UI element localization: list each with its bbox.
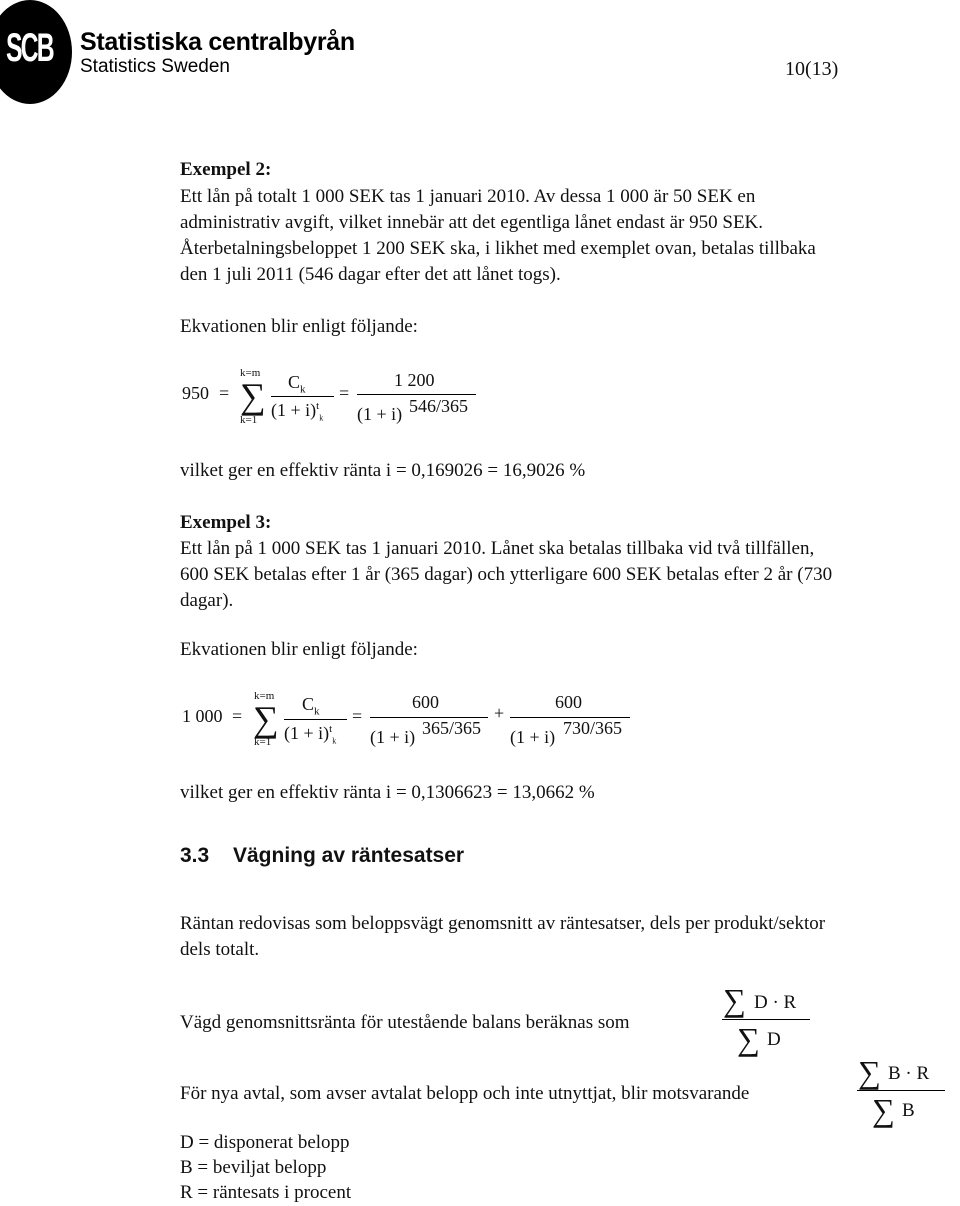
eq1-equals-2: =	[339, 383, 350, 403]
new-bar	[857, 1090, 945, 1091]
weighted-bar	[722, 1019, 810, 1020]
weighted-text: Vägd genomsnittsränta för utestående balans beräknas som	[180, 1012, 630, 1033]
example2-line-3: Återbetalningsbeloppet 1 200 SEK ska, i likhet med exemplet ovan, betalas tillbaka	[180, 238, 816, 259]
eq2-term-den: $(1 + i)^t_k$	[284, 723, 337, 746]
eq1-term-num: $C_k$	[288, 372, 306, 396]
eq2-sigma: ∑	[253, 699, 279, 739]
new-agreements-text: För nya avtal, som avser avtalat belopp och inte utnyttjat, blir motsvarande	[180, 1083, 750, 1104]
new-num: B · R	[888, 1063, 930, 1084]
eq2-rhs2-den: (1 + i)	[510, 727, 556, 747]
weighted-den-sigma: ∑	[737, 1021, 760, 1057]
definition-r: R = räntesats i procent	[180, 1182, 352, 1203]
eq1-sigma: ∑	[240, 376, 266, 416]
section-para-line-1: Räntan redovisas som beloppsvägt genomsnitt av räntesatser, dels per produkt/sektor	[180, 913, 826, 934]
eq2-term-num: $C_k$	[302, 694, 320, 718]
eq2-rhs1-exp: 365/365	[422, 718, 482, 738]
eq1-sum-top: k=m	[240, 367, 261, 379]
eq2-rhs2-exp: 730/365	[563, 718, 623, 738]
example3-heading: Exempel 3:	[180, 512, 272, 533]
eq2-equals-2: =	[352, 706, 363, 726]
example2-line-4: den 1 juli 2011 (546 dagar efter det att lånet togs).	[180, 264, 561, 285]
eq2-rhs1-num: 600	[412, 692, 439, 712]
new-den-sigma: ∑	[872, 1092, 895, 1128]
eq2-term-bar	[284, 719, 347, 720]
section-number: 3.3	[180, 844, 210, 867]
example3-line-1: Ett lån på 1 000 SEK tas 1 januari 2010. Lånet ska betalas tillbaka vid två tillfällen,	[180, 538, 815, 559]
section-title: Vägning av räntesatser	[233, 844, 465, 867]
weighted-num: D · R	[754, 992, 797, 1013]
eq2-lhs: 1 000	[182, 706, 223, 726]
example2-intro: Ekvationen blir enligt följande:	[180, 316, 418, 337]
example3-result: vilket ger en effektiv ränta i = 0,1306623 = 13,0662 %	[180, 782, 595, 803]
eq1-rhs-bar	[357, 394, 476, 395]
eq1-sum-bottom: k=1	[240, 414, 258, 426]
eq1-rhs-exp: 546/365	[409, 396, 469, 416]
eq1-lhs: 950	[182, 383, 209, 403]
example3-line-2: 600 SEK betalas efter 1 år (365 dagar) och ytterligare 600 SEK betalas efter 2 år (730	[180, 564, 833, 585]
definition-d: D = disponerat belopp	[180, 1132, 350, 1153]
example2-line-2: administrativ avgift, vilket innebär att det egentliga lånet endast är 950 SEK.	[180, 212, 764, 233]
weighted-num-sigma: ∑	[723, 982, 746, 1018]
eq2-equals-1: =	[232, 706, 243, 726]
scb-logo	[0, 0, 72, 104]
eq1-term-den: $(1 + i)^t_k$	[271, 400, 324, 423]
eq2-plus: +	[494, 703, 505, 723]
new-num-sigma: ∑	[858, 1054, 881, 1090]
org-name: Statistiska centralbyrån	[80, 28, 355, 56]
definition-b: B = beviljat belopp	[180, 1157, 327, 1178]
eq2-rhs1-den: (1 + i)	[370, 727, 416, 747]
example2-result: vilket ger en effektiv ränta i = 0,169026 = 16,9026 %	[180, 460, 586, 481]
weighted-den: D	[767, 1029, 781, 1050]
section-para-line-2: dels totalt.	[180, 939, 260, 960]
eq1-rhs-num: 1 200	[394, 370, 435, 390]
eq2-sum-bottom: k=1	[254, 736, 272, 748]
eq1-equals-1: =	[219, 383, 230, 403]
example2-line-1: Ett lån på totalt 1 000 SEK tas 1 januari 2010. Av dessa 1 000 är 50 SEK en	[180, 186, 756, 207]
new-den: B	[902, 1100, 915, 1121]
eq2-rhs2-num: 600	[555, 692, 582, 712]
example3-line-3: dagar).	[180, 590, 234, 611]
example2-heading: Exempel 2:	[180, 159, 272, 180]
org-name-en: Statistics Sweden	[80, 56, 230, 77]
eq1-rhs-den: (1 + i)	[357, 404, 403, 424]
eq2-sum-top: k=m	[254, 690, 275, 702]
eq1-term-bar	[271, 396, 334, 397]
logo-letters: SCB	[6, 26, 53, 70]
example3-intro: Ekvationen blir enligt följande:	[180, 639, 418, 660]
page-number: 10(13)	[785, 58, 839, 80]
